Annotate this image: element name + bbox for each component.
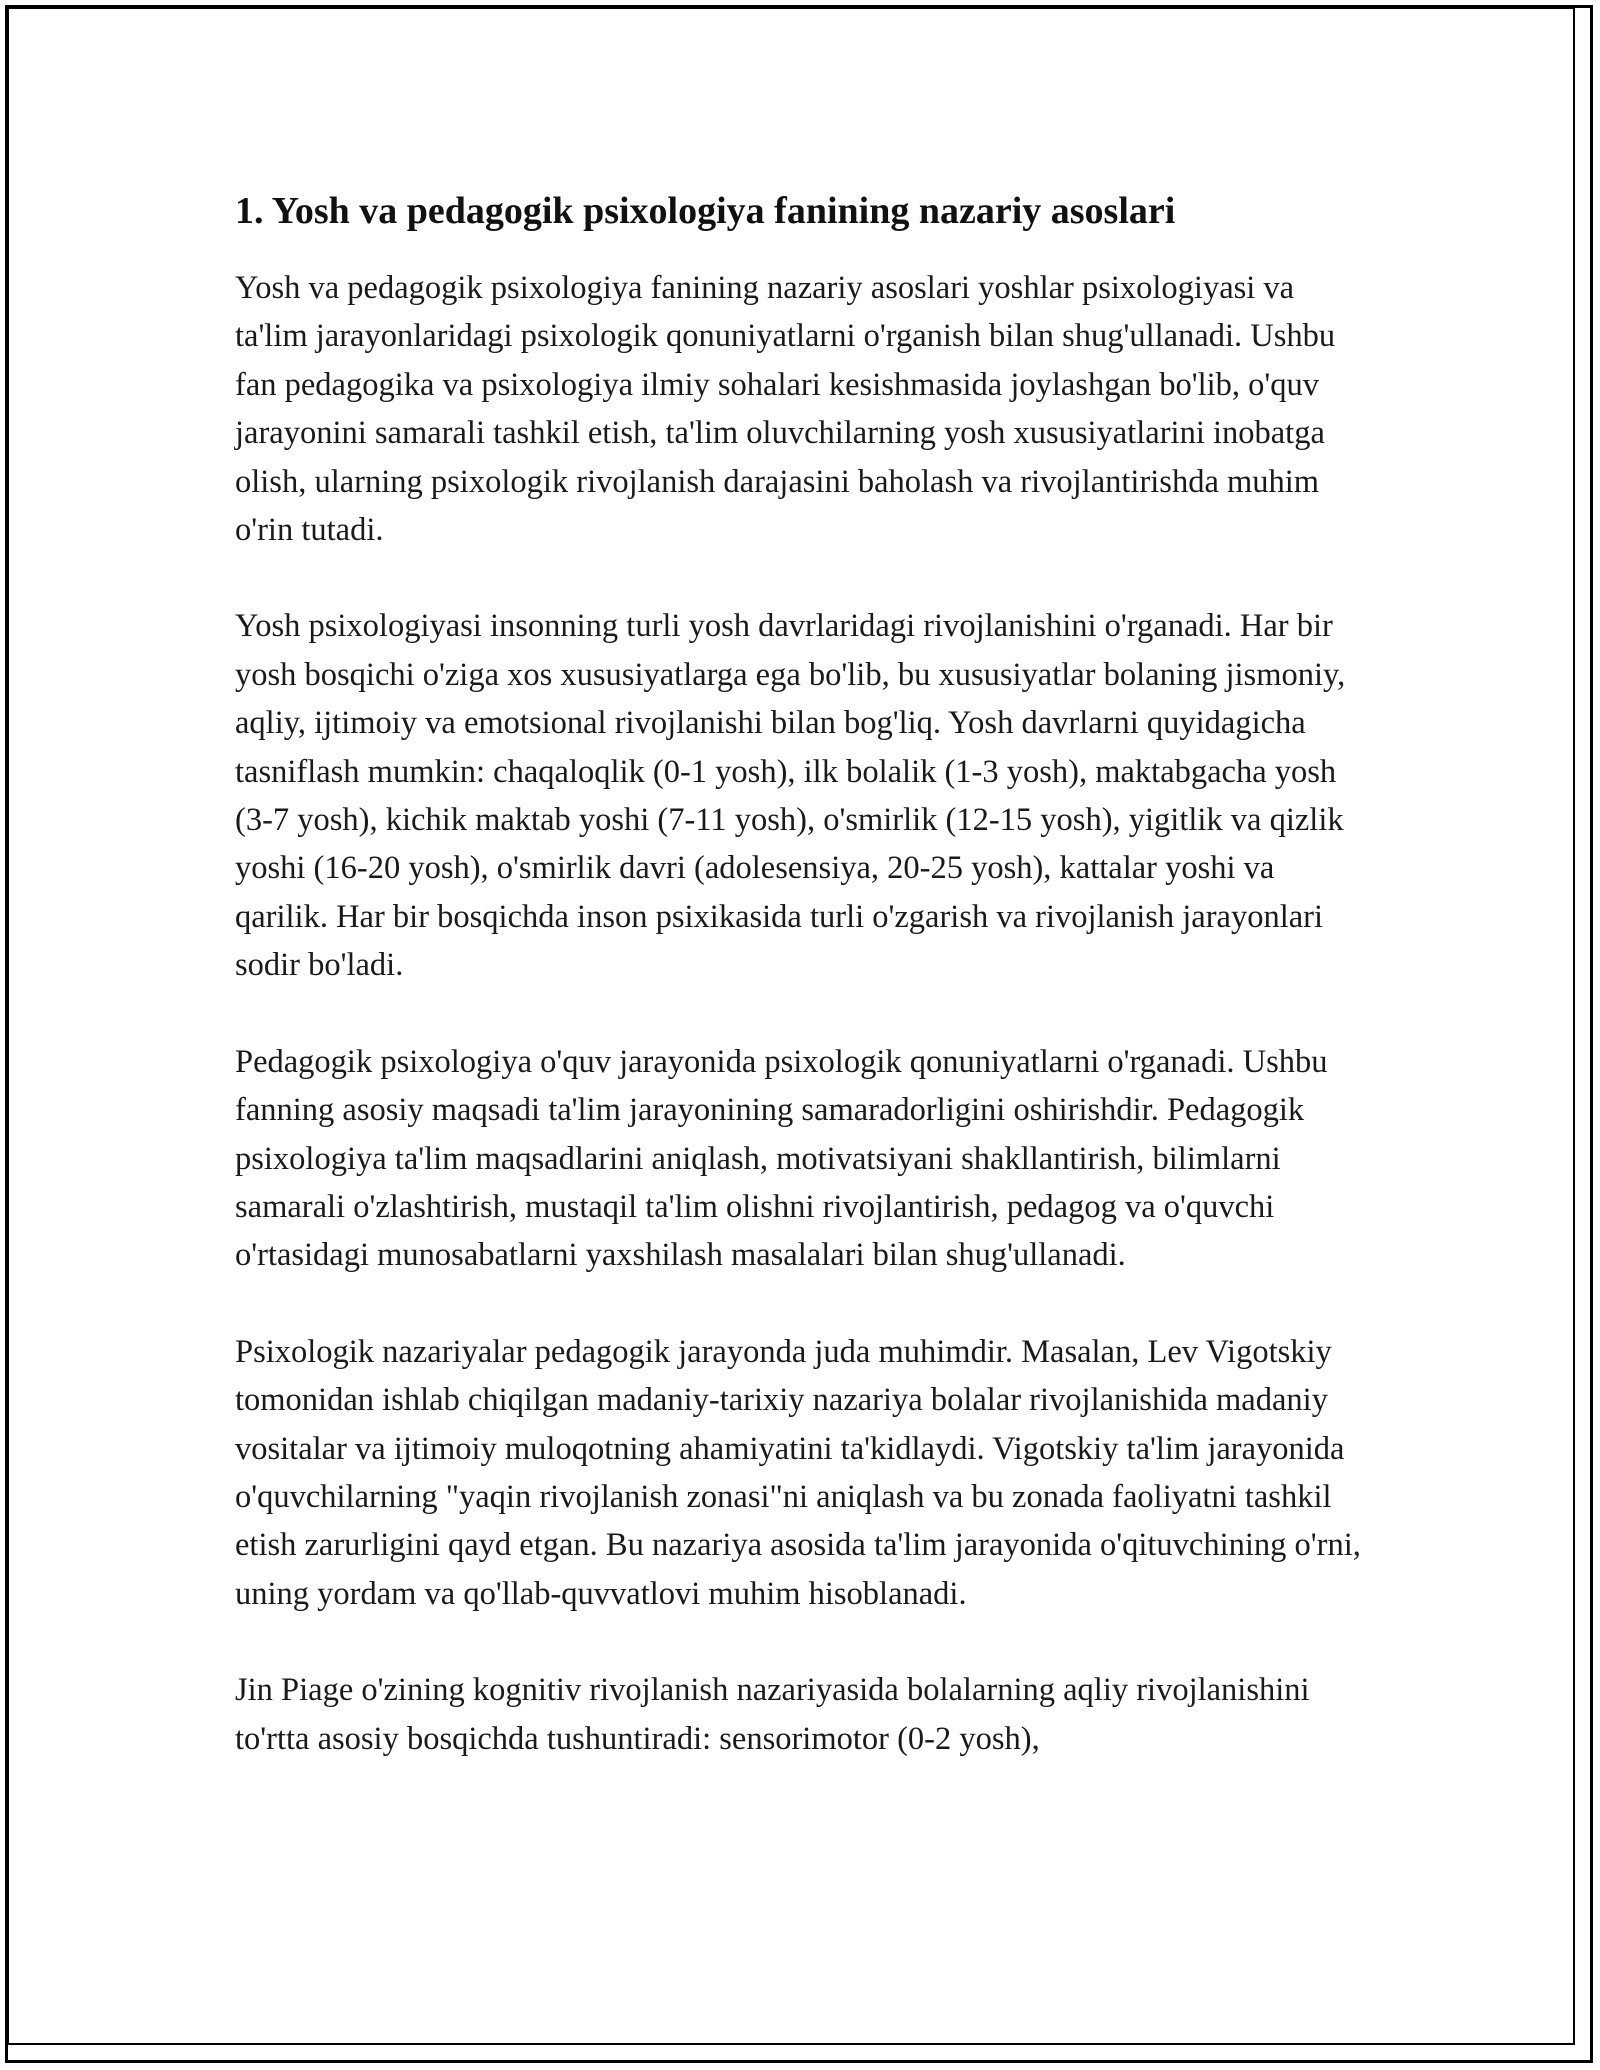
paragraph-piaget-theory: Jin Piage o'zining kognitiv rivojlanish nazariyasida bolalarning aqliy rivojlanishini to'rtta asosiy bosqichda tushuntiradi: sensorimotor (0-2 yosh), xyxy=(235,1672,1310,1757)
paragraph-intro: Yosh va pedagogik psixologiya fanining nazariy asoslari yoshlar psixologiyasi va ta'lim jarayonlaridagi psixologik qonuniyatlarni o'rganish bilan shug'ullanadi. Ushbu fan pedagogika va psixologiya ilmiy sohalari kesishmasida joylashgan bo'lib, o'quv jarayonini samarali tashkil etish, ta'lim oluvchilarning yosh xususiyatlarini inobatga olish, ularning psixologik rivojlanish darajasini baholash va rivojlantirishda muhim o'rin tutadi. xyxy=(235,270,1336,549)
document-body xyxy=(235,186,1370,1811)
paragraph-pedagogical-psychology: Pedagogik psixologiya o'quv jarayonida psixologik qonuniyatlarni o'rganadi. Ushbu fanning asosiy maqsadi ta'lim jarayonining samaradorligini oshirishdir. Pedagogik psixologiya ta'lim maqsadlarini aniqlash, motivatsiyani shakllantirish, bilimlarni samarali o'zlashtirish, mustaqil ta'lim olishni rivojlantirish, pedagog va o'quvchi o'rtasidagi munosabatlarni yaxshilash masalalari bilan shug'ullanadi. xyxy=(235,1043,1328,1274)
section-heading: 1. Yosh va pedagogik psixologiya fanining nazariy asoslari xyxy=(235,190,1176,232)
paragraph-vygotsky-theory: Psixologik nazariyalar pedagogik jarayonda juda muhimdir. Masalan, Lev Vigotskiy tomonidan ishlab chiqilgan madaniy-tarixiy nazariya bolalar rivojlanishida madaniy vositalar va ijtimoiy muloqotning ahamiyatini ta'kidlaydi. Vigotskiy ta'lim jarayonida o'quvchilarning "yaqin rivojlanish zonasi"ni aniqlash va bu zonada faoliyatni tashkil etish zarurligini qayd etgan. Bu nazariya asosida ta'lim jarayonida o'qituvchining o'rni, uning yordam va qo'llab-quvvatlovi muhim hisoblanadi. xyxy=(235,1333,1361,1612)
paragraph-age-psychology: Yosh psixologiyasi insonning turli yosh davrlaridagi rivojlanishini o'rganadi. Har bir yosh bosqichi o'ziga xos xususiyatlarga ega bo'lib, bu xususiyatlar bolaning jismoniy, aqliy, ijtimoiy va emotsional rivojlanishi bilan bog'liq. Yosh davrlarni quyidagicha tasniflash mumkin: chaqaloqlik (0-1 yosh), ilk bolalik (1-3 yosh), maktabgacha yosh (3-7 yosh), kichik maktab yoshi (7-11 yosh), o'smirlik (12-15 yosh), yigitlik va qizlik yoshi (16-20 yosh), o'smirlik davri (adolesensiya, 20-25 yosh), kattalar yoshi va qarilik. Har bir bosqichda inson psixikasida turli o'zgarish va rivojlanish jarayonlari sodir bo'ladi. xyxy=(235,608,1346,984)
